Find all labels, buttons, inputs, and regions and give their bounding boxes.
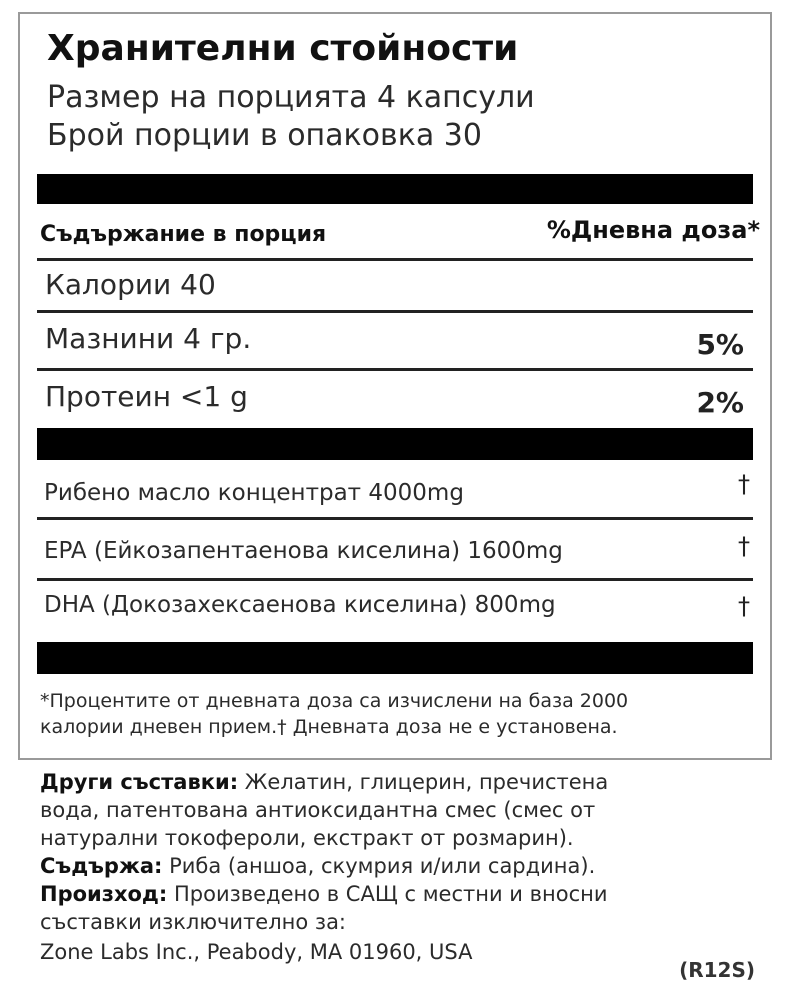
other-ingredients-heading: Други съставки: — [40, 770, 239, 794]
origin-line-2: съставки изключително за: — [40, 910, 347, 934]
thick-divider — [37, 642, 753, 674]
other-ingredients-text: Желатин, глицерин, пречистена — [238, 770, 609, 794]
dagger-mark: † — [738, 470, 750, 498]
fat-label: Мазнини 4 гр. — [45, 322, 252, 355]
ingredient-epa: EPA (Ейкозапентаенова киселина) 1600mg — [44, 538, 563, 564]
divider — [37, 258, 753, 261]
footnote-line-1: *Процентите от дневната доза са изчислени на база 2000 — [40, 690, 629, 712]
other-ingredients-line-2: вода, патентована антиоксидантна смес (смес от — [40, 798, 596, 822]
divider — [37, 368, 753, 371]
contains-heading: Съдържа: — [40, 854, 163, 878]
protein-label: Протеин <1 g — [45, 380, 248, 413]
label-title: Хранителни стойности — [47, 28, 519, 69]
product-code: (R12S) — [679, 958, 755, 982]
footnote-line-2: калории дневен прием.† Дневната доза не е установена. — [40, 716, 618, 738]
serving-size: Размер на порцията 4 капсули — [47, 80, 535, 115]
origin-line-1 — [40, 882, 608, 906]
other-ingredients-line-3: натурални токофероли, екстракт от розмарин). — [40, 826, 574, 850]
divider — [37, 310, 753, 313]
other-ingredients-line-1 — [40, 770, 608, 794]
origin-text: Произведено в САЩ с местни и вносни — [167, 882, 608, 906]
manufacturer-address: Zone Labs Inc., Peabody, MA 01960, USA — [40, 940, 473, 964]
contains-text: Риба (аншоа, скумрия и/или сардина). — [162, 854, 596, 878]
divider — [37, 517, 753, 520]
divider — [37, 578, 753, 581]
ingredient-dha: DHA (Докозахексаенова киселина) 800mg — [44, 592, 556, 618]
servings-per-container: Брой порции в опаковка 30 — [47, 118, 482, 153]
protein-daily-value: 2% — [696, 386, 744, 419]
header-daily-value: %Дневна доза* — [546, 216, 760, 244]
fat-daily-value: 5% — [696, 328, 744, 361]
thick-divider — [37, 174, 753, 204]
header-amount-per-serving: Съдържание в порция — [40, 222, 327, 247]
dagger-mark: † — [738, 532, 750, 560]
dagger-mark: † — [738, 592, 750, 620]
calories-row: Калории 40 — [45, 268, 216, 301]
ingredient-fish-oil: Рибено масло концентрат 4000mg — [44, 480, 464, 506]
thick-divider — [37, 428, 753, 460]
contains-line — [40, 854, 595, 878]
origin-heading: Произход: — [40, 882, 168, 906]
